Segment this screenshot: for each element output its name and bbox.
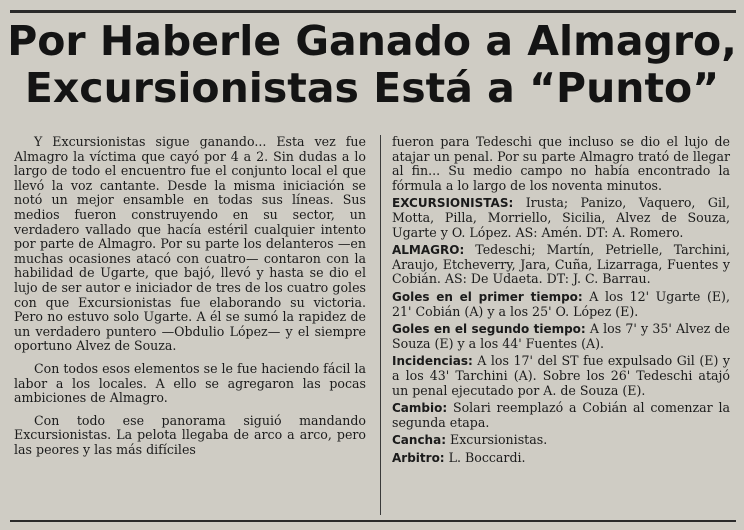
- summary-label: Cancha:: [392, 433, 446, 448]
- incidents: [392, 354, 730, 398]
- article-paragraph-3: Con todo ese panorama siguió mandando Excursionistas. La pelota llegaba de arco a arco, pero las peores y las más difíciles: [14, 412, 366, 457]
- summary-label: Goles en el segundo tiempo:: [392, 322, 586, 337]
- column-divider: [380, 135, 381, 515]
- summary-text: Excursionistas.: [446, 432, 548, 448]
- headline-line-1: Por Haberle Ganado a Almagro,: [7, 17, 737, 65]
- article-paragraph-1: Y Excursionistas sigue ganando... Esta vez fue Almagro la víctima que cayó por 4 a 2. Sin dudas a lo largo de todo el encuentro fue el conjunto local el que llevó la voz cantante. Desde la misma iniciación se notó un mejor ensamble en todas sus líneas. Sus medios fueron construyendo en su sector, un verdadero vallado que hacía estéril cualquier intento por parte de Almagro. Por su parte los delanteros —en muchas ocasiones atacó con cuatro— contaron con la habilidad de Ugarte, que bajó, llevó y hasta se dio el lujo de ser autor e iniciador de tres de los cuatro goles con que Excursionistas fue elaborando su victoria. Pero no estuvo solo Ugarte. A él se sumó la rapidez de un verdadero puntero —Obdulio López— y el siempre oportuno Alvez de Souza.: [14, 134, 366, 354]
- lineup-label: EXCURSIONISTAS:: [392, 196, 514, 211]
- summary-label: Arbitro:: [392, 450, 445, 465]
- article-column-right: [392, 135, 730, 465]
- summary-label: Incidencias:: [392, 354, 473, 369]
- referee: [392, 451, 730, 466]
- summary-text: A los 7' y 35' Alvez de Souza (E) y a los 44' Fuentes (A).: [392, 321, 730, 351]
- bottom-rule: [10, 520, 736, 522]
- summary-text: A los 12' Ugarte (E), 21' Cobián (A) y a los 25' O. López (E).: [392, 288, 730, 319]
- summary-text: L. Boccardi.: [444, 449, 526, 465]
- lineup-almagro: [392, 243, 730, 287]
- goals-second-half: [392, 322, 730, 351]
- article-paragraph-4: fueron para Tedeschi que incluso se dio el lujo de atajar un penal. Por su parte Almagro trató de llegar al fin... Su medio campo no había encontrado la fórmula a lo largo de los noventa minutos.: [392, 134, 730, 193]
- lineup-label: ALMAGRO:: [392, 243, 465, 258]
- summary-text: Solari reemplazó a Cobián al comenzar la segunda etapa.: [392, 400, 730, 430]
- summary-text: A los 17' del ST fue expulsado Gil (E) y a los 43' Tarchini (A). Sobre los 26' Tedeschi atajó un penal ejecutado por A. de Souza (E).: [392, 353, 730, 398]
- lineup-excursionistas: [392, 196, 730, 240]
- substitution: [392, 401, 730, 430]
- article-paragraph-2: Con todos esos elementos se le fue haciendo fácil la labor a los locales. A ello se agregaron las pocas ambiciones de Almagro.: [14, 360, 366, 406]
- article-column-left: [14, 135, 366, 457]
- headline: [0, 18, 744, 112]
- headline-line-2: Excursionistas Está a “Punto”: [24, 64, 720, 112]
- goals-first-half: [392, 290, 730, 319]
- summary-label: Cambio:: [392, 401, 448, 416]
- lineup-text: Tedeschi; Martín, Petrielle, Tarchini, Araujo, Etcheverry, Jara, Cuña, Lizarraga, Fuentes y Cobián. AS: De Udaeta. DT: J. C. Barrau.: [392, 242, 730, 287]
- stadium: [392, 433, 730, 448]
- top-rule: [10, 10, 736, 13]
- summary-label: Goles en el primer tiempo:: [392, 289, 583, 304]
- lineup-text: Irusta; Panizo, Vaquero, Gil, Motta, Pilla, Morriello, Sicilia, Alvez de Souza, Ugarte y O. López. AS: Amén. DT: A. Romero.: [392, 195, 730, 240]
